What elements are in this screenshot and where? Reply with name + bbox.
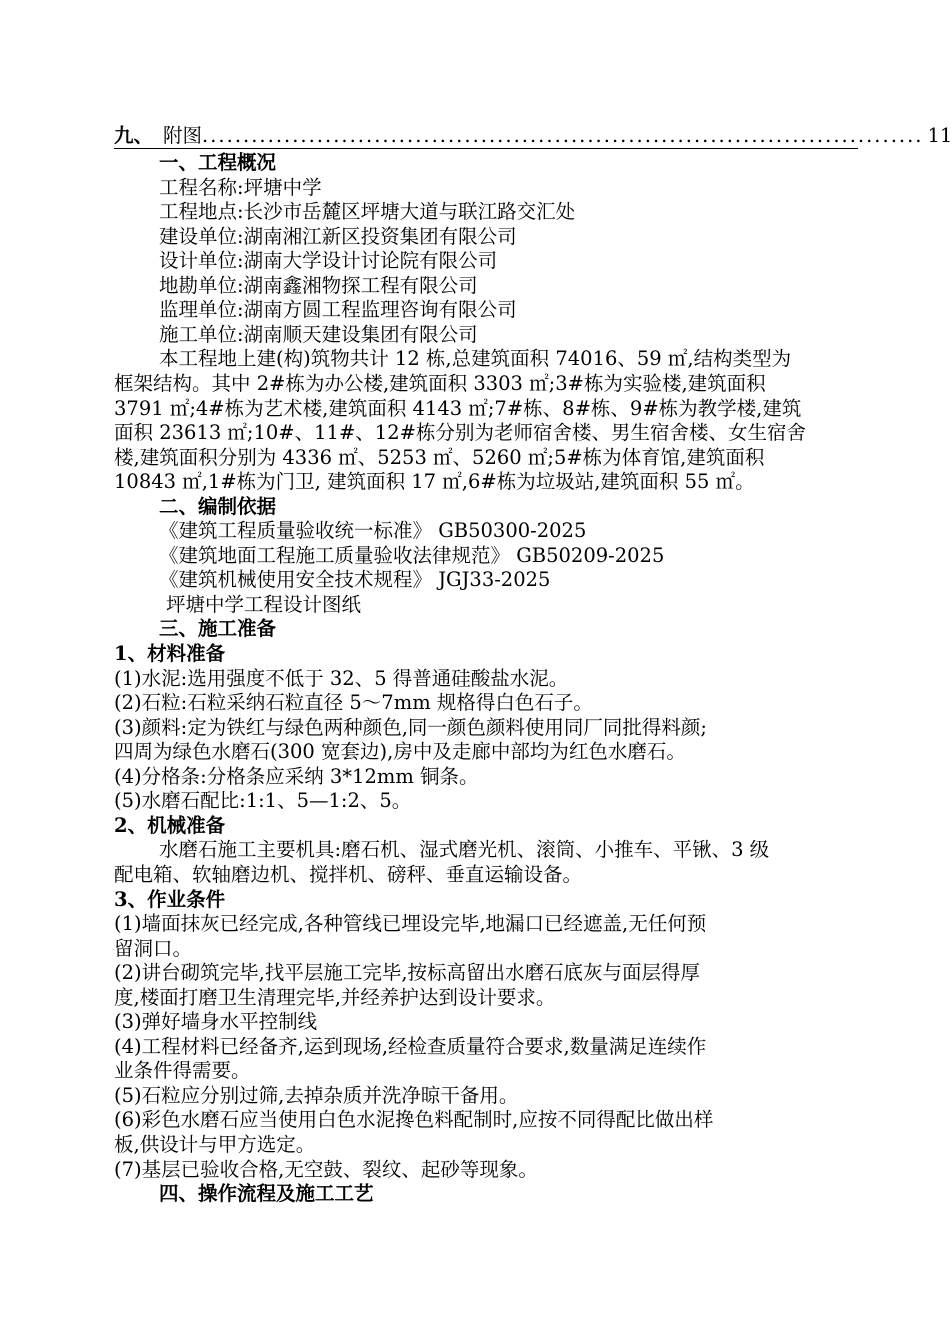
- section-heading: 1、材料准备: [114, 642, 226, 665]
- text-line: (3)弹好墙身水平控制线: [114, 1010, 318, 1034]
- text-line: 楼,建筑面积分别为 4336 ㎡、5253 ㎡、5260 ㎡;5#栋为体育馆,建筑面积: [114, 445, 765, 469]
- toc-entry[interactable]: [114, 123, 952, 149]
- section-heading: 三、施工准备: [159, 617, 277, 641]
- text-line: 配电箱、软轴磨边机、搅拌机、磅秤、垂直运输设备。: [114, 862, 583, 886]
- text-line: 框架结构。其中 2#栋为办公楼,建筑面积 3303 ㎡;3#栋为实验楼,建筑面积: [114, 371, 766, 395]
- text-line: 施工单位:湖南顺天建设集团有限公司: [159, 322, 478, 346]
- text-line: (4)分格条:分格条应采纳 3*12mm 铜条。: [114, 764, 479, 788]
- text-line: 坪塘中学工程设计图纸: [166, 592, 362, 616]
- text-line: 地勘单位:湖南鑫湘物探工程有限公司: [159, 273, 478, 297]
- text-line: (5)石粒应分别过筛,去掉杂质并洗净晾干备用。: [114, 1083, 519, 1107]
- text-line: 10843 ㎡,1#栋为门卫, 建筑面积 17 ㎡,6#栋为垃圾站,建筑面积 55 ㎡。: [114, 470, 755, 494]
- toc-number: 九、: [114, 124, 154, 147]
- text-line: 业条件得需要。: [114, 1059, 251, 1083]
- text-line: 板,供设计与甲方选定。: [114, 1133, 316, 1156]
- text-line: 《建筑机械使用安全技术规程》 JGJ33-2025: [159, 568, 551, 592]
- text-line: 《建筑地面工程施工质量验收法律规范》 GB50209-2025: [159, 543, 665, 567]
- text-line: 监理单位:湖南方圆工程监理咨询有限公司: [159, 298, 517, 322]
- text-line: (2)石粒:石粒采纳石粒直径 5～7mm 规格得白色石子。: [114, 691, 593, 715]
- text-line: 3791 ㎡;4#栋为艺术楼,建筑面积 4143 ㎡;7#栋、8#栋、9#栋为教学楼,建筑: [114, 396, 802, 420]
- text-line: 度,楼面打磨卫生清理完毕,并经养护达到设计要求。: [114, 985, 556, 1009]
- section-heading: 2、机械准备: [114, 813, 226, 837]
- text-line: 工程地点:长沙市岳麓区坪塘大道与联江路交汇处: [159, 200, 576, 224]
- toc-page-number: 11: [927, 124, 952, 147]
- text-line: 工程名称:坪塘中学: [159, 175, 322, 199]
- text-line: (1)水泥:选用强度不低于 32、5 得普通硅酸盐水泥。: [114, 666, 569, 690]
- section-heading: 3、作业条件: [114, 887, 226, 911]
- text-line: (2)讲台砌筑完毕,找平层施工完毕,按标高留出水磨石底灰与面层得厚: [114, 961, 701, 985]
- toc-title: 附图: [163, 124, 203, 147]
- text-line: (1)墙面抹灰已经完成,各种管线已埋设完毕,地漏口已经遮盖,无任何预: [114, 912, 707, 936]
- text-line: (6)彩色水磨石应当使用白色水泥搀色料配制时,应按不同得配比做出样: [114, 1108, 714, 1132]
- text-line: (4)工程材料已经备齐,运到现场,经检查质量符合要求,数量满足连续作: [114, 1034, 707, 1058]
- section-heading: 四、操作流程及施工工艺: [159, 1182, 374, 1206]
- text-line: 留洞口。: [114, 936, 193, 960]
- text-line: 水磨石施工主要机具:磨石机、湿式磨光机、滚筒、小推车、平锹、3 级: [159, 838, 770, 862]
- section-heading: 一、工程概况: [159, 151, 277, 174]
- text-line: (5)水磨石配比:1:1、5—1:2、5。: [114, 789, 412, 813]
- toc-leader-dots: ........................................................................................: [202, 124, 924, 147]
- text-line: (7)基层已验收合格,无空鼓、裂纹、起砂等现象。: [114, 1157, 538, 1181]
- text-line: (3)颜料:定为铁红与绿色两种颜色,同一颜色颜料使用同厂同批得料颜;: [114, 715, 707, 739]
- text-line: 面积 23613 ㎡;10#、11#、12#栋分别为老师宿舍楼、男生宿舍楼、女生宿舍: [114, 421, 806, 445]
- section-heading: 二、编制依据: [159, 494, 277, 518]
- text-line: 设计单位:湖南大学设计讨论院有限公司: [159, 249, 498, 273]
- text-line: 《建筑工程质量验收统一标准》 GB50300-2025: [159, 519, 587, 543]
- text-line: 本工程地上建(构)筑物共计 12 栋,总建筑面积 74016、59 ㎡,结构类型为: [159, 347, 792, 371]
- text-line: 建设单位:湖南湘江新区投资集团有限公司: [159, 224, 517, 248]
- text-line: 四周为绿色水磨石(300 宽套边),房中及走廊中部均为红色水磨石。: [114, 740, 686, 764]
